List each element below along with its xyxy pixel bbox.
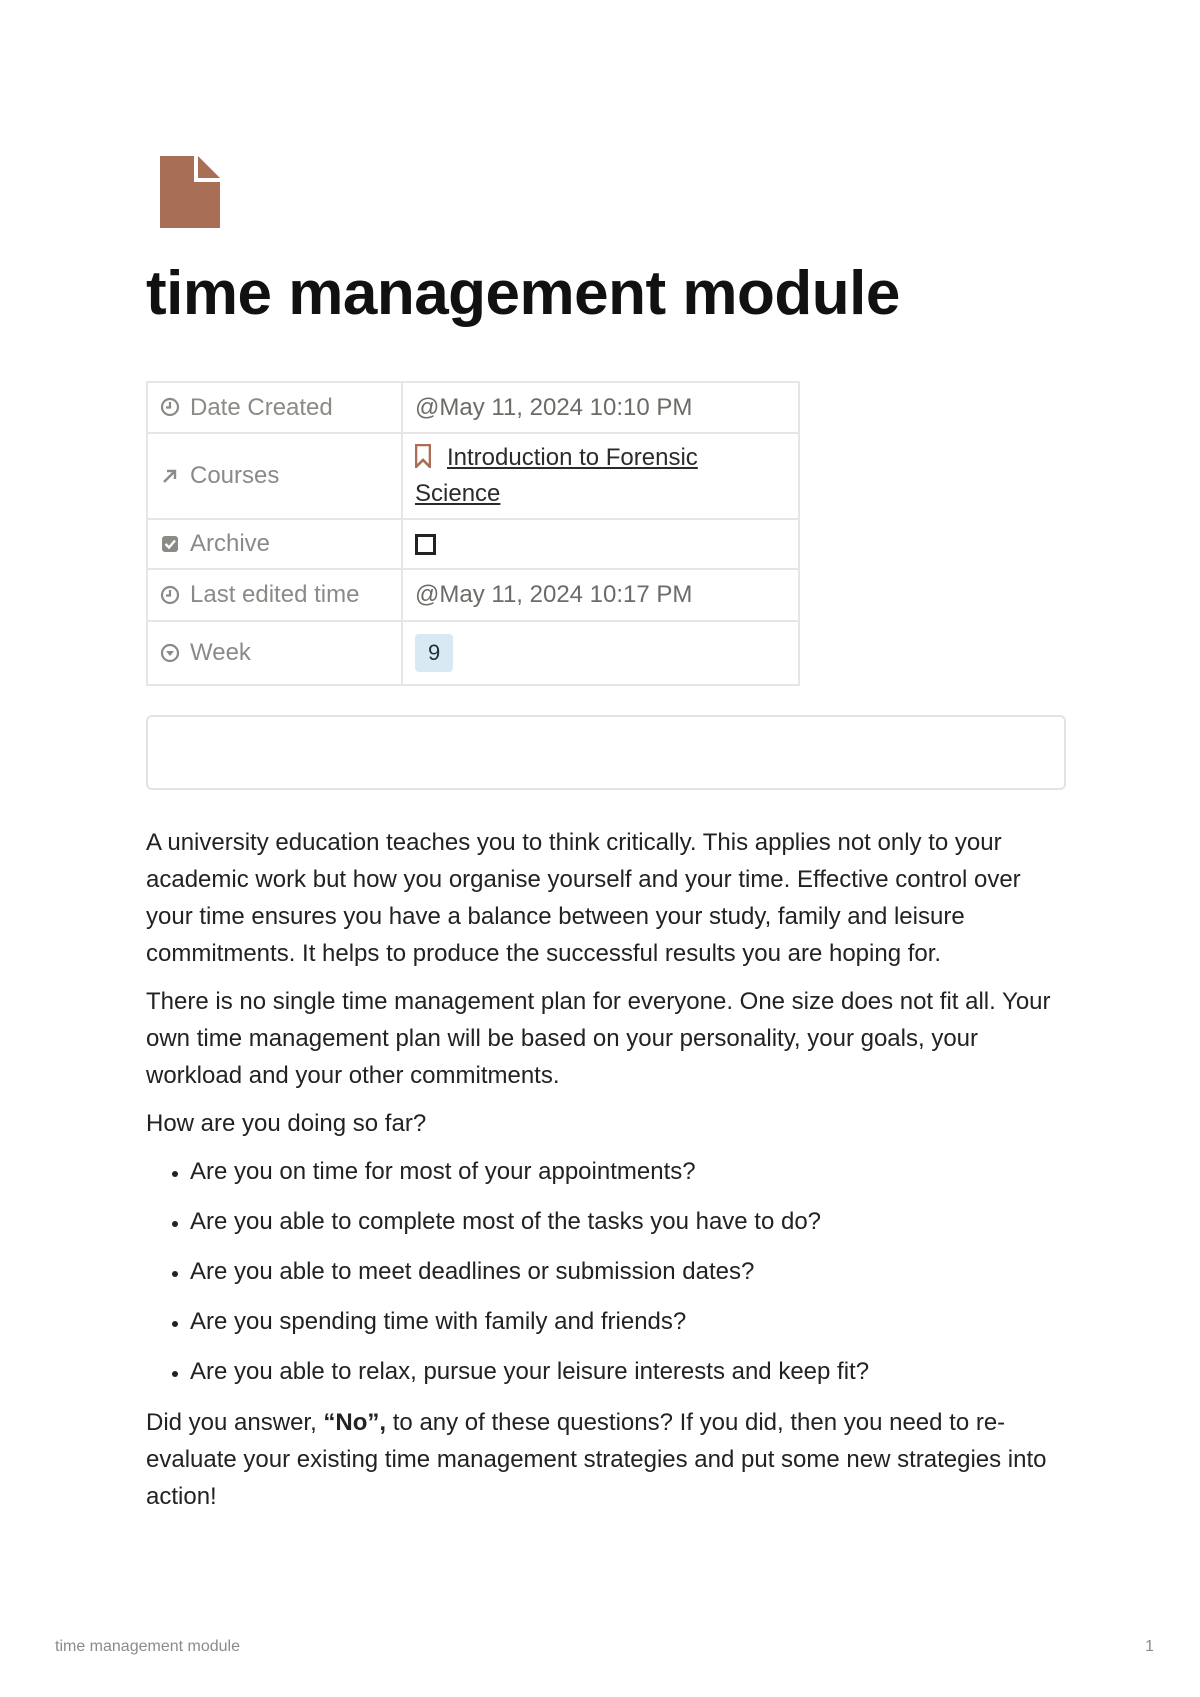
property-value-last-edited[interactable]: @May 11, 2024 10:17 PM — [402, 569, 799, 621]
footer-page-number: 1 — [1145, 1638, 1154, 1655]
property-value-archive — [402, 519, 799, 569]
property-label-archive: Archive — [190, 530, 271, 557]
bookmark-icon — [415, 444, 431, 468]
property-name-cell — [147, 621, 402, 685]
closing-text-start: Did you answer, — [146, 1409, 324, 1436]
paragraph: How are you doing so far? — [146, 1110, 427, 1137]
checkbox-property-icon — [160, 534, 180, 554]
week-tag[interactable]: 9 — [415, 634, 453, 672]
question-list — [146, 1153, 1066, 1390]
property-name-cell — [147, 382, 402, 433]
property-value-week — [402, 621, 799, 685]
closing-paragraph — [146, 1404, 1066, 1515]
page-title: time management module — [146, 259, 900, 328]
list-item: • Are you able to complete most of the tasks you have to do? — [190, 1203, 1066, 1240]
relation-arrow-icon — [160, 466, 180, 486]
list-item: • Are you able to relax, pursue your leisure interests and keep fit? — [190, 1353, 1066, 1390]
list-item: • Are you on time for most of your appointments? — [190, 1153, 1066, 1190]
property-value-date-created[interactable]: @May 11, 2024 10:10 PM — [402, 382, 799, 433]
clock-icon — [160, 397, 180, 417]
property-value-courses — [402, 433, 799, 519]
property-label-last-edited: Last edited time — [190, 581, 360, 608]
property-name-cell — [147, 569, 402, 621]
property-row-courses — [147, 433, 799, 519]
property-row-archive — [147, 519, 799, 569]
page-body — [146, 824, 1066, 1526]
clock-icon — [160, 585, 180, 605]
list-item: • Are you able to meet deadlines or submission dates? — [190, 1253, 1066, 1290]
properties-table — [146, 381, 800, 686]
list-item: • Are you spending time with family and friends? — [190, 1303, 1066, 1340]
course-link[interactable]: Introduction to Forensic Science — [415, 444, 698, 507]
archive-checkbox[interactable] — [415, 534, 436, 555]
property-row-last-edited — [147, 569, 799, 621]
paragraph: A university education teaches you to think critically. This applies not only to your academic work but how you organise yourself and your time. Effective control over your time ensures you have a balance between your study, family and leisure commitments. It helps to produce the successful results you are hoping for. — [146, 829, 1021, 967]
property-row-week — [147, 621, 799, 685]
property-label-date-created: Date Created — [190, 393, 333, 421]
property-name-cell — [147, 519, 402, 569]
property-label-courses: Courses — [190, 462, 280, 489]
empty-block[interactable] — [146, 715, 1066, 790]
property-row-date-created — [147, 382, 799, 433]
footer-title: time management module — [55, 1638, 240, 1655]
property-name-cell — [147, 433, 402, 519]
paragraph: There is no single time management plan for everyone. One size does not fit all. Your own time management plan will be based on your personality, your goals, your workload and your other commitments. — [146, 988, 1051, 1089]
closing-text-end: to any of these questions? If you did, then you need to re-evaluate your existing time management strategies and put some new strategies into action! — [146, 1409, 1047, 1510]
select-icon — [160, 643, 180, 663]
property-label-week: Week — [190, 639, 251, 666]
closing-text-bold: “No”, — [323, 1409, 387, 1436]
document-icon — [160, 156, 220, 228]
